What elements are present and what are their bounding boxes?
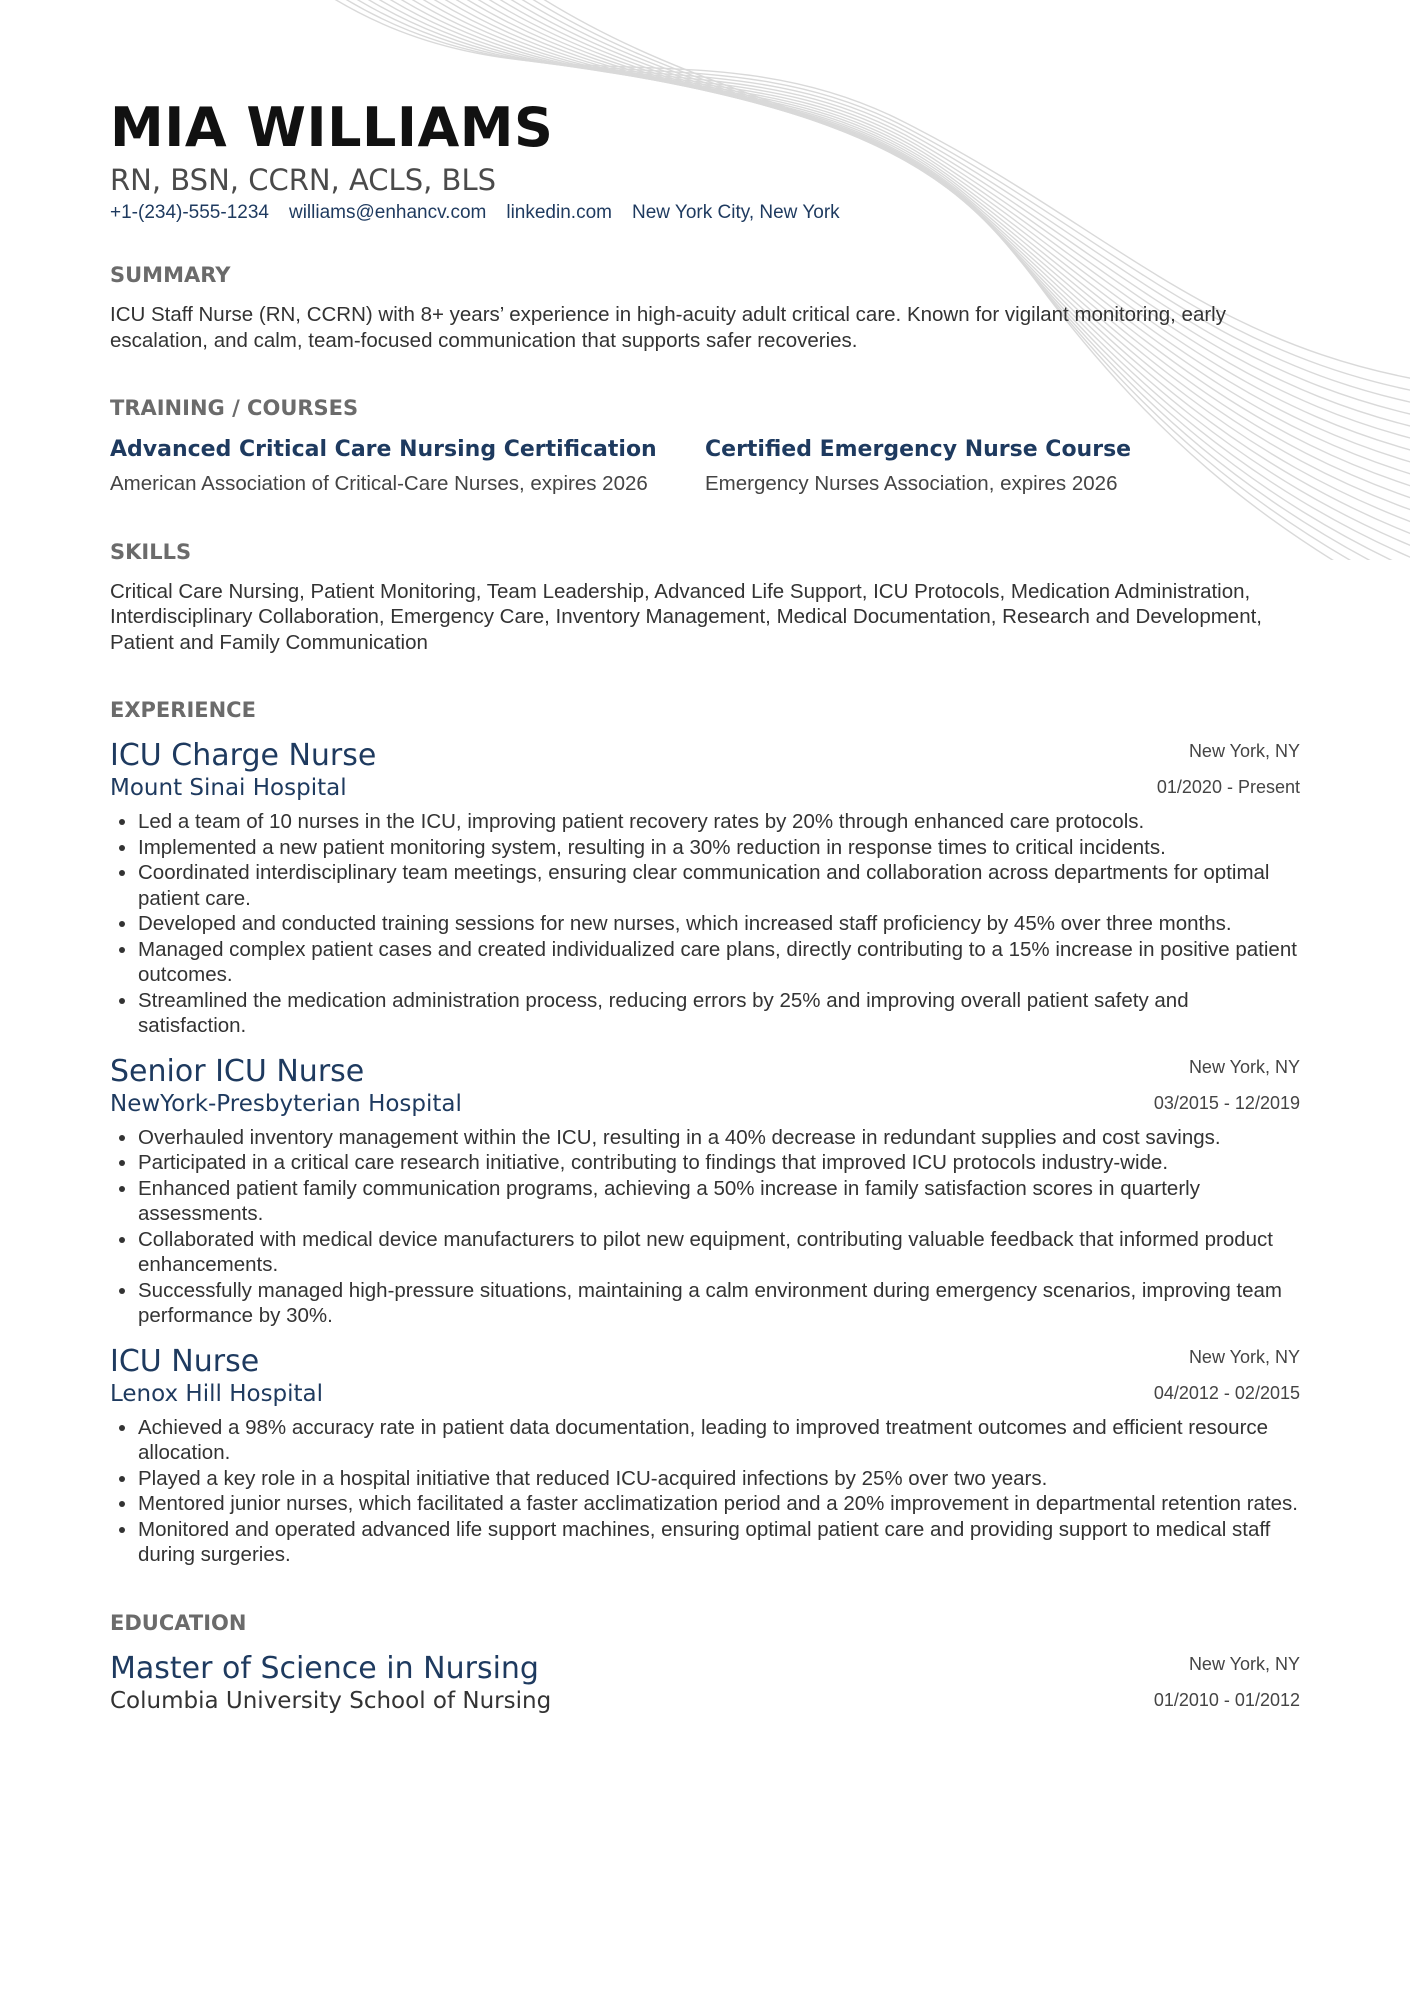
job-entry bbox=[110, 1053, 1300, 1329]
experience-section bbox=[110, 697, 1300, 1568]
section-title: TRAINING / COURSES bbox=[110, 396, 359, 420]
school-name: Columbia University School of Nursing bbox=[110, 1687, 552, 1714]
course-description: Emergency Nurses Association, expires 2026 bbox=[705, 472, 1118, 495]
section-title: SKILLS bbox=[110, 539, 192, 564]
job-bullets bbox=[110, 809, 1300, 1039]
job-location: New York, NY bbox=[1188, 1346, 1300, 1367]
education-location: New York, NY bbox=[1188, 1653, 1300, 1674]
job-bullet: • Implemented a new patient monitoring system, resulting in a 30% reduction in response times to critical incidents. bbox=[138, 835, 1300, 861]
job-bullet: • Coordinated interdisciplinary team meetings, ensuring clear communication and collaboration across departments for optimal patient care. bbox=[138, 860, 1300, 911]
job-header bbox=[110, 1053, 1300, 1119]
phone-link[interactable]: +1-(234)-555-1234 bbox=[110, 202, 269, 223]
job-bullets bbox=[110, 1125, 1300, 1329]
summary-text: ICU Staff Nurse (RN, CCRN) with 8+ years’ experience in high-acuity adult critical care. Known for vigilant monitoring, early escalation, and calm, team-focused communication that supports safer recoveries. bbox=[110, 303, 1226, 352]
job-bullet: • Mentored junior nurses, which facilitated a faster acclimatization period and a 20% improvement in departmental retention rates. bbox=[138, 1491, 1300, 1517]
job-bullet: • Achieved a 98% accuracy rate in patient data documentation, leading to improved treatment outcomes and efficient resource allocation. bbox=[138, 1415, 1300, 1466]
section-title: EXPERIENCE bbox=[110, 698, 256, 722]
job-bullet: • Successfully managed high-pressure situations, maintaining a calm environment during emergency scenarios, improving team performance by 30%. bbox=[138, 1278, 1300, 1329]
job-bullet: • Led a team of 10 nurses in the ICU, improving patient recovery rates by 20% through enhanced care protocols. bbox=[138, 809, 1300, 835]
course-description: American Association of Critical-Care Nurses, expires 2026 bbox=[110, 472, 648, 495]
job-bullet: • Streamlined the medication administration process, reducing errors by 25% and improving overall patient safety and satisfaction. bbox=[138, 988, 1300, 1039]
job-bullet: • Played a key role in a hospital initiative that reduced ICU-acquired infections by 25% over two years. bbox=[138, 1466, 1300, 1492]
job-company: Lenox Hill Hospital bbox=[110, 1380, 324, 1407]
job-company: Mount Sinai Hospital bbox=[110, 775, 347, 801]
job-bullet: • Managed complex patient cases and created individualized care plans, directly contributing to a 15% increase in positive patient outcomes. bbox=[138, 937, 1300, 988]
course-item bbox=[110, 435, 705, 497]
education-section bbox=[110, 1610, 1300, 1716]
contact-info bbox=[110, 202, 1300, 224]
skills-text: Critical Care Nursing, Patient Monitoring, Team Leadership, Advanced Life Support, ICU Protocols, Medication Administration, Interdisciplinary Collaboration, Emergency Care, Inventory Management, Medical Documentation, Research and Development, Patient and Family Communication bbox=[110, 579, 1262, 654]
job-bullet: • Participated in a critical care research initiative, contributing to findings that improved ICU protocols industry-wide. bbox=[138, 1150, 1300, 1176]
job-title: Senior ICU Nurse bbox=[110, 1053, 365, 1089]
section-title: SUMMARY bbox=[110, 263, 231, 287]
resume-header bbox=[110, 96, 1300, 224]
job-bullet: • Monitored and operated advanced life support machines, ensuring optimal patient care and providing support to medical staff during surgeries. bbox=[138, 1517, 1300, 1568]
degree-title: Master of Science in Nursing bbox=[110, 1650, 539, 1686]
education-entry bbox=[110, 1650, 1300, 1716]
job-dates: 03/2015 - 12/2019 bbox=[1153, 1092, 1300, 1113]
job-bullet: • Enhanced patient family communication programs, achieving a 50% increase in family satisfaction scores in quarterly assessments. bbox=[138, 1176, 1300, 1227]
job-bullet: • Developed and conducted training sessions for new nurses, which increased staff proficiency by 45% over three months. bbox=[138, 911, 1300, 937]
job-dates: 04/2012 - 02/2015 bbox=[1153, 1382, 1300, 1403]
training-section bbox=[110, 395, 1300, 497]
job-title: ICU Charge Nurse bbox=[110, 738, 377, 773]
section-title: EDUCATION bbox=[110, 1610, 247, 1635]
job-entry bbox=[110, 737, 1300, 1039]
linkedin-link[interactable]: linkedin.com bbox=[506, 202, 612, 223]
education-dates: 01/2010 - 01/2012 bbox=[1153, 1689, 1300, 1710]
resume-page bbox=[110, 96, 1300, 1716]
job-title: ICU Nurse bbox=[110, 1343, 260, 1379]
course-list bbox=[110, 435, 1300, 497]
job-header bbox=[110, 737, 1300, 803]
location-text: New York City, New York bbox=[631, 202, 840, 223]
job-bullet: • Collaborated with medical device manufacturers to pilot new equipment, contributing valuable feedback that informed product enhancements. bbox=[138, 1227, 1300, 1278]
course-title: Advanced Critical Care Nursing Certification bbox=[110, 437, 657, 462]
job-company: NewYork-Presbyterian Hospital bbox=[110, 1090, 462, 1117]
job-location: New York, NY bbox=[1188, 1056, 1300, 1077]
course-title: Certified Emergency Nurse Course bbox=[705, 437, 1132, 462]
summary-section bbox=[110, 262, 1300, 353]
job-dates: 01/2020 - Present bbox=[1156, 777, 1300, 797]
skills-section bbox=[110, 539, 1300, 656]
job-bullet: • Overhauled inventory management within the ICU, resulting in a 40% decrease in redundant supplies and cost savings. bbox=[138, 1125, 1300, 1151]
credentials: RN, BSN, CCRN, ACLS, BLS bbox=[110, 163, 497, 197]
job-location: New York, NY bbox=[1188, 741, 1300, 761]
candidate-name: MIA WILLIAMS bbox=[110, 96, 554, 159]
course-item bbox=[705, 435, 1300, 497]
job-entry bbox=[110, 1343, 1300, 1568]
education-header bbox=[110, 1650, 1300, 1716]
email-link[interactable]: williams@enhancv.com bbox=[288, 202, 487, 223]
job-header bbox=[110, 1343, 1300, 1409]
job-bullets bbox=[110, 1415, 1300, 1568]
